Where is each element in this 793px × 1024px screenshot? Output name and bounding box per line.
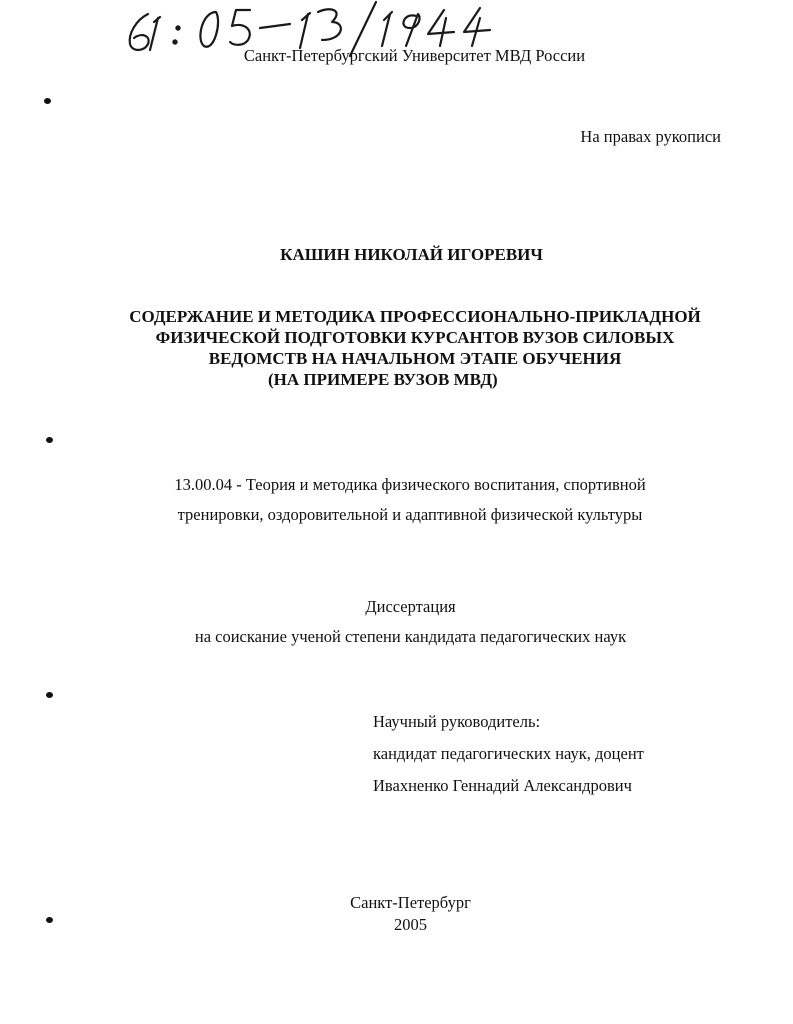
supervisor-degree: кандидат педагогических наук, доцент bbox=[373, 744, 644, 763]
specialty-code bbox=[110, 470, 710, 530]
year: 2005 bbox=[394, 915, 427, 934]
work-type bbox=[0, 592, 793, 652]
dissertation-title bbox=[90, 306, 740, 390]
title-line: СОДЕРЖАНИЕ И МЕТОДИКА ПРОФЕССИОНАЛЬНО-ПРИКЛАДНОЙ bbox=[129, 307, 701, 326]
supervisor-label: Научный руководитель: bbox=[373, 712, 541, 731]
specialty-line: 13.00.04 - Теория и методика физического воспитания, спортивной bbox=[174, 475, 646, 494]
scan-mark bbox=[44, 98, 51, 104]
supervisor-block bbox=[373, 706, 644, 802]
specialty-line: тренировки, оздоровительной и адаптивной физической культуры bbox=[177, 505, 643, 524]
work-type-line: Диссертация bbox=[365, 597, 456, 616]
supervisor-name: Ивахненко Геннадий Александрович bbox=[373, 776, 632, 795]
scan-mark bbox=[46, 917, 53, 923]
institution-name: Санкт-Петербургский Университет МВД России bbox=[243, 46, 586, 65]
scan-mark bbox=[46, 692, 53, 698]
title-line: ВЕДОМСТВ НА НАЧАЛЬНОМ ЭТАПЕ ОБУЧЕНИЯ bbox=[208, 349, 622, 368]
city: Санкт-Петербург bbox=[350, 893, 471, 912]
work-type-line: на соискание ученой степени кандидата педагогических наук bbox=[194, 627, 627, 646]
title-line: ФИЗИЧЕСКОЙ ПОДГОТОВКИ КУРСАНТОВ ВУЗОВ СИЛОВЫХ bbox=[155, 328, 675, 347]
scan-mark bbox=[46, 437, 53, 443]
title-line: (НА ПРИМЕРЕ ВУЗОВ МВД) bbox=[268, 370, 498, 389]
rights-note: На правах рукописи bbox=[580, 127, 721, 146]
city-year-block bbox=[0, 892, 793, 936]
author-name: КАШИН НИКОЛАЙ ИГОРЕВИЧ bbox=[280, 245, 543, 264]
